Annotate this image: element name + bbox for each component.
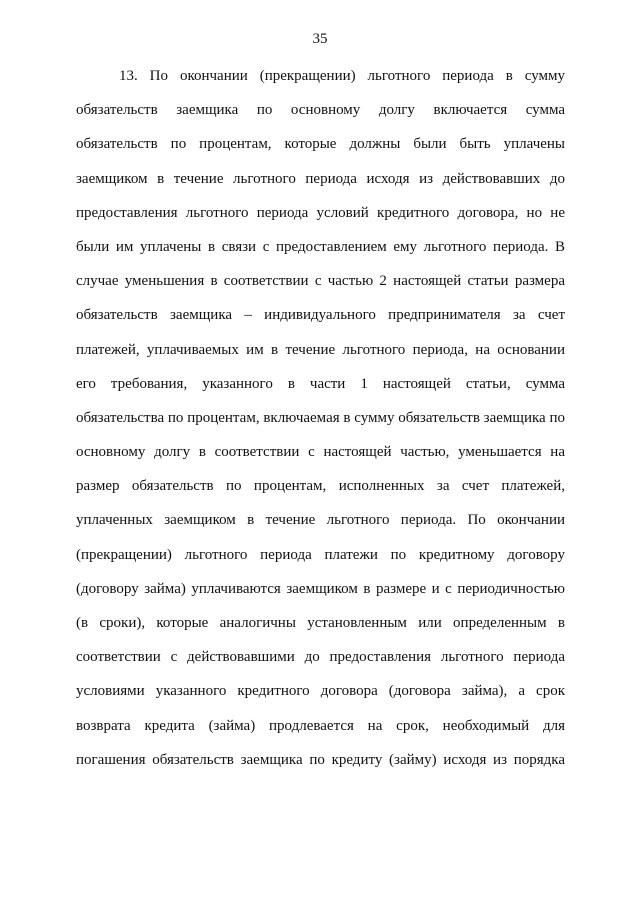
text-line: возврата кредита (займа) продлевается на срок, необходимый для (76, 717, 565, 734)
text-line: случае уменьшения в соответствии с частью 2 настоящей статьи размера (76, 273, 565, 290)
text-line: условиями указанного кредитного договора (договора займа), а срок (76, 683, 565, 700)
text-line: (прекращении) льготного периода платежи по кредитному договору (76, 546, 565, 563)
text-line: уплаченных заемщиком в течение льготного периода. По окончании (76, 512, 565, 529)
text-line: обязательств заемщика по основному долгу включается сумма (76, 102, 565, 119)
text-line: основному долгу в соответствии с настоящей частью, уменьшается на (76, 444, 565, 461)
text-line: (в сроки), которые аналогичны установленным или определенным в (76, 615, 565, 631)
text-line: (договору займа) уплачиваются заемщиком в размере и с периодичностью (76, 580, 565, 597)
text-line: обязательства по процентам, включаемая в сумму обязательств заемщика по (76, 409, 565, 426)
text-line: предоставления льготного периода условий кредитного договора, но не (76, 204, 565, 221)
text-line: 13. По окончании (прекращении) льготного периода в сумму (119, 68, 565, 84)
text-line: погашения обязательств заемщика по кредиту (займу) исходя из порядка (76, 751, 565, 768)
body-text (76, 65, 565, 783)
text-line: обязательств по процентам, которые должны были быть уплачены (76, 136, 565, 153)
text-line: размер обязательств по процентам, исполненных за счет платежей, (76, 478, 565, 495)
text-line: платежей, уплачиваемых им в течение льготного периода, на основании (76, 341, 565, 358)
page-number: 35 (312, 31, 328, 47)
text-line: обязательств заемщика – индивидуального предпринимателя за счет (76, 307, 565, 324)
text-line: соответствии с действовавшими до предоставления льготного периода (76, 649, 565, 666)
text-line: заемщиком в течение льготного периода исходя из действовавших до (76, 170, 565, 187)
text-line: его требования, указанного в части 1 настоящей статьи, сумма (76, 375, 565, 392)
text-line: были им уплачены в связи с предоставлением ему льготного периода. В (76, 238, 565, 255)
